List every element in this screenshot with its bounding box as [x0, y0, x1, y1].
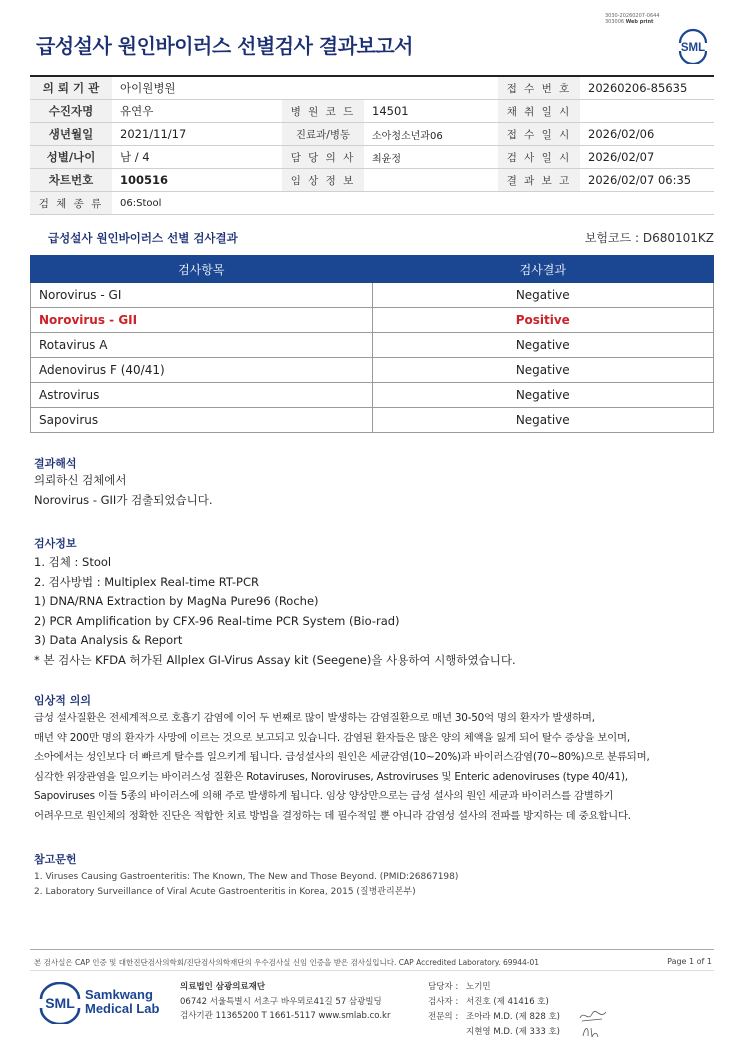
result-item: Astrovirus — [31, 383, 373, 408]
clinical-significance-text — [34, 709, 650, 827]
dob-value: 2021/11/17 — [112, 123, 282, 146]
organization-info — [180, 980, 390, 1024]
test-info-line: 2) PCR Amplification by CFX-96 Real-time PCR System (Bio-rad) — [34, 613, 400, 628]
staff-role — [428, 1025, 466, 1040]
table-row — [31, 408, 714, 433]
results-section-heading: 급성설사 원인바이러스 선별 검사결과 — [48, 231, 238, 245]
result-item: Adenovirus F (40/41) — [31, 358, 373, 383]
test-info-line: 1) DNA/RNA Extraction by MagNa Pure96 (Roche) — [34, 594, 319, 609]
staff-role: 전문의 : — [428, 1012, 459, 1022]
clinical-info-label: 임 상 정 보 — [282, 169, 364, 192]
dept-label: 진료과/병동 — [282, 123, 364, 146]
patient-name-label: 수진자명 — [30, 100, 112, 123]
references-list — [34, 870, 458, 900]
clinical-line: 급성 설사질환은 전세계적으로 호흡기 감염에 이어 두 번째로 많이 발생하는 감염질환으로 매년 30-50억 명의 환자가 발생하며, — [34, 712, 595, 724]
references-heading: 참고문헌 — [34, 853, 77, 866]
brand-name — [85, 988, 159, 1016]
interpretation-line: 의뢰하신 검체에서 — [34, 473, 127, 487]
staff-name: 서진호 (제 41416 호) — [466, 997, 549, 1007]
staff-role: 담당자 : — [428, 982, 459, 992]
report-date-value: 2026/02/07 06:35 — [580, 169, 714, 192]
result-item: Norovirus - GI — [31, 283, 373, 308]
result-value: Negative — [372, 283, 714, 308]
test-info-line: 2. 검사방법 : Multiplex Real-time RT-PCR — [34, 574, 259, 589]
test-date-value: 2026/02/07 — [580, 146, 714, 169]
test-info-heading: 검사정보 — [34, 537, 77, 550]
interpretation-text — [34, 471, 213, 510]
clinical-line: 심각한 위장관염을 일으키는 바이러스성 질환은 Rotaviruses, Noroviruses, Astroviruses 및 Enteric adenoviruses (type 40/41), — [34, 770, 628, 783]
collect-date-label: 채 취 일 시 — [498, 100, 580, 123]
print-code-line2: 303006 Web print — [605, 19, 654, 25]
table-row-positive — [31, 308, 714, 333]
hospital-value: 아이원병원 — [112, 76, 498, 100]
patient-info-table — [30, 75, 714, 215]
clinical-line: 매년 약 200만 명의 환자가 사망에 이르는 것으로 보고되고 있습니다. 감염된 환자들은 많은 양의 체액을 잃게 되어 탈수 증상을 보이며, — [34, 731, 630, 744]
specimen-label: 검 체 종 류 — [30, 192, 112, 215]
result-item: Rotavirus A — [31, 333, 373, 358]
footer-divider — [30, 949, 714, 950]
staff-name: 노기민 — [466, 982, 491, 992]
clinical-line: 소아에서는 성인보다 더 빠르게 탈수를 일으키게 됩니다. 급성설사의 원인은 세균감염(10~20%)과 바이러스감염(70~80%)으로 분류되며, — [34, 751, 650, 764]
dob-label: 생년월일 — [30, 123, 112, 146]
test-info-line: 1. 검체 : Stool — [34, 555, 112, 569]
brand-line1: Samkwang — [85, 987, 153, 1002]
result-item: Norovirus - GII — [31, 308, 373, 333]
clinical-significance-heading: 임상적 의의 — [34, 694, 91, 707]
result-value: Negative — [372, 333, 714, 358]
result-value: Positive — [372, 308, 714, 333]
insurance-code: 보험코드 : D680101KZ — [584, 231, 714, 245]
staff-row — [428, 1025, 560, 1040]
page-number: Page 1 of 1 — [667, 957, 712, 966]
svg-text:SML: SML — [45, 995, 75, 1011]
staff-row — [428, 1010, 560, 1025]
page-title: 급성설사 원인바이러스 선별검사 결과보고서 — [36, 34, 413, 58]
sex-age-label: 성별/나이 — [30, 146, 112, 169]
footer-divider-2 — [30, 970, 714, 971]
reference-item: 2. Laboratory Surveillance of Viral Acute Gastroenteritis in Korea, 2015 (질병관리본부) — [34, 887, 416, 897]
org-address: 06742 서울특별시 서초구 바우뫼로41길 57 삼광빌딩 — [180, 996, 382, 1007]
signature-icon — [580, 1024, 602, 1040]
report-date-label: 결 과 보 고 — [498, 169, 580, 192]
clinical-line: Sapoviruses 이들 5종의 바이러스에 의해 주로 발생하게 됩니다. 임상 양상만으로는 급성 설사의 원인 세균과 바이러스를 감별하기 — [34, 790, 614, 803]
staff-row — [428, 995, 560, 1010]
receipt-no-label: 접 수 번 호 — [498, 76, 580, 100]
patient-name-value: 유연우 — [112, 100, 282, 123]
receipt-no-value: 20260206-85635 — [580, 76, 714, 100]
staff-name: 조아라 M.D. (제 828 호) — [466, 1012, 561, 1022]
chart-no-label: 차트번호 — [30, 169, 112, 192]
results-table — [30, 255, 714, 433]
org-contact: 검사기관 11365200 T 1661-5117 www.smlab.co.kr — [180, 1011, 391, 1021]
sml-footer-logo-icon — [36, 982, 84, 1024]
org-name: 의료법인 삼광의료재단 — [180, 982, 266, 992]
staff-row — [428, 980, 560, 995]
interpretation-line: Norovirus - GII가 검출되었습니다. — [34, 492, 213, 507]
staff-list — [428, 980, 560, 1040]
table-row — [31, 383, 714, 408]
chart-no-value: 100516 — [112, 169, 282, 192]
receipt-date-label: 접 수 일 시 — [498, 123, 580, 146]
reference-item: 1. Viruses Causing Gastroenteritis: The Known, The New and Those Beyond. (PMID:26867198) — [34, 872, 459, 882]
hospital-code-value: 14501 — [364, 100, 498, 123]
interpretation-heading: 결과해석 — [34, 457, 77, 470]
result-item: Sapovirus — [31, 408, 373, 433]
collect-date-value — [580, 100, 714, 123]
result-value: Negative — [372, 383, 714, 408]
hospital-code-label: 병 원 코 드 — [282, 100, 364, 123]
results-col-item: 검사항목 — [31, 256, 373, 283]
result-value: Negative — [372, 358, 714, 383]
signature-icon — [578, 1008, 608, 1024]
staff-name: 지현영 M.D. (제 333 호) — [466, 1027, 561, 1037]
hospital-label: 의 뢰 기 관 — [30, 76, 112, 100]
print-code-line1: 3030-20260207-0644 — [605, 13, 660, 19]
report-print-code — [605, 13, 660, 25]
accreditation-note: 본 검사실은 CAP 인증 및 대한진단검사의학회/진단검사의학재단의 우수검사실 신임 인증을 받은 검사실입니다. CAP Accredited Laboratory. 69944-01 — [34, 958, 540, 967]
staff-role: 검사자 : — [428, 997, 459, 1007]
test-info-line: * 본 검사는 KFDA 허가된 Allplex GI-Virus Assay kit (Seegene)을 사용하여 시행하였습니다. — [34, 652, 516, 667]
receipt-date-value: 2026/02/06 — [580, 123, 714, 146]
specimen-value: 06:Stool — [112, 192, 714, 215]
test-info-text — [34, 553, 516, 671]
result-value: Negative — [372, 408, 714, 433]
brand-line2: Medical Lab — [85, 1001, 160, 1016]
test-date-label: 검 사 일 시 — [498, 146, 580, 169]
table-row — [31, 283, 714, 308]
clinical-info-value — [364, 169, 498, 192]
table-row — [31, 333, 714, 358]
test-info-line: 3) Data Analysis & Report — [34, 633, 183, 648]
dept-value: 소아청소년과06 — [364, 123, 498, 146]
table-row — [31, 358, 714, 383]
results-col-result: 검사결과 — [372, 256, 714, 283]
clinical-line: 어려우므로 원인체의 정확한 진단은 적합한 치료 방법을 결정하는 데 필수적일 뿐 아니라 감염성 설사의 전파를 방지하는 데 중요합니다. — [34, 809, 631, 822]
sex-age-value: 남 / 4 — [112, 146, 282, 169]
svg-text:SML: SML — [680, 42, 706, 54]
doctor-label: 담 당 의 사 — [282, 146, 364, 169]
sml-logo-icon — [674, 26, 712, 64]
doctor-value: 최윤정 — [364, 146, 498, 169]
